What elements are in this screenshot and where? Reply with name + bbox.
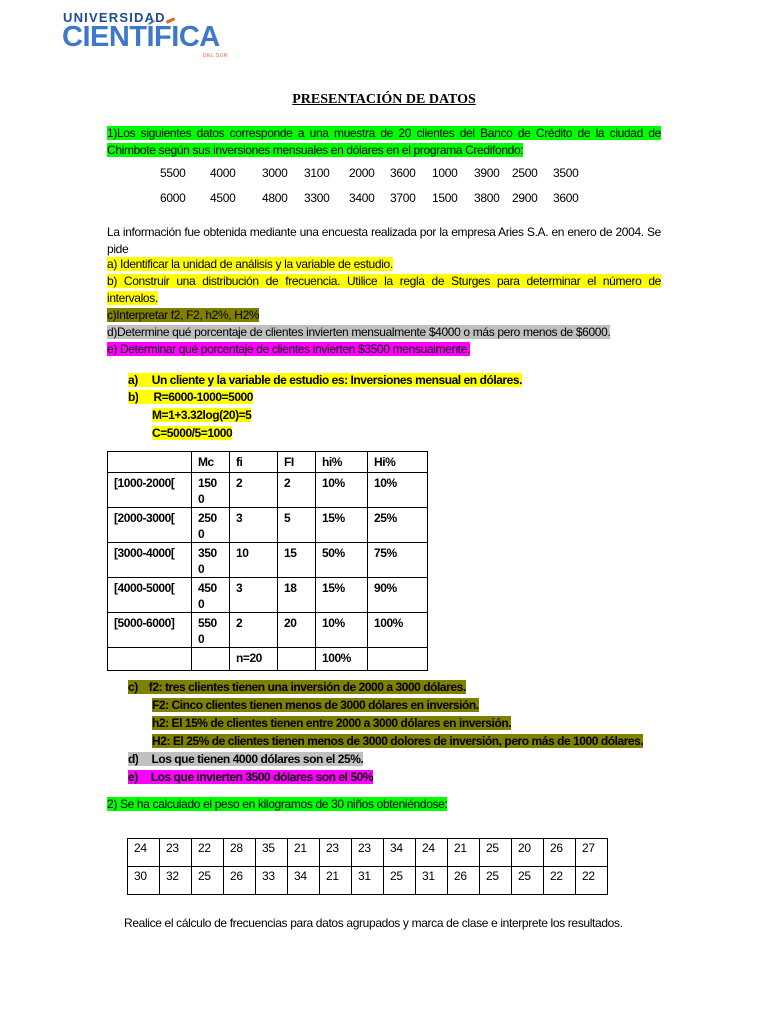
weight-cell: 26	[544, 839, 576, 867]
logo-line1: UNIVERSIDAD	[63, 10, 166, 25]
interp-c3-text: h2: El 15% de clientes tienen entre 2000 a 3000 dólares en inversión.	[152, 716, 512, 730]
data-value: 3600	[553, 191, 579, 205]
data-value: 2500	[512, 166, 538, 180]
Fi-cell: 15	[278, 543, 316, 578]
q1-intro-line2: Chimbote según sus inversiones mensuales en dólares en el programa Credifondo:	[107, 143, 524, 157]
mc-cell	[192, 578, 230, 613]
answer-b-marker: b)	[128, 390, 139, 404]
empty-cell	[368, 648, 428, 671]
header-cell: fi	[230, 452, 278, 473]
interp-c1-text: f2: tres clientes tienen una inversión de 2000 a 3000 dólares.	[138, 680, 466, 694]
answer-a-marker: a)	[128, 373, 138, 387]
Fi-cell: 5	[278, 508, 316, 543]
weight-cell: 20	[512, 839, 544, 867]
interval-cell: [3000-4000[	[108, 543, 192, 578]
weight-cell: 26	[224, 867, 256, 895]
mc-top: 150	[198, 476, 217, 490]
mc-top: 250	[198, 511, 217, 525]
q1-intro	[107, 125, 661, 159]
frequency-table	[107, 451, 428, 671]
mc-bottom: 0	[198, 562, 205, 576]
mc-bottom: 0	[198, 632, 205, 646]
mc-cell	[192, 473, 230, 508]
weight-cell: 31	[416, 867, 448, 895]
table-row	[108, 613, 428, 648]
q1-item-b-line2: intervalos.	[107, 291, 158, 305]
table-total-row	[108, 648, 428, 671]
interp-e	[128, 768, 373, 786]
q2-instruction: Realice el cálculo de frecuencias para datos agrupados y marca de clase e interprete los resultados.	[124, 916, 623, 930]
table-row	[128, 867, 608, 895]
interp-c2-text: F2: Cinco clientes tienen menos de 3000 dólares en inversión.	[152, 698, 479, 712]
university-logo	[62, 8, 232, 60]
weight-cell: 23	[352, 839, 384, 867]
interp-c2	[152, 696, 479, 714]
weight-cell: 24	[128, 839, 160, 867]
answer-b-line1: R=6000-1000=5000	[138, 390, 253, 404]
weight-cell: 32	[160, 867, 192, 895]
hi-cell: 50%	[316, 543, 368, 578]
interp-d-text: Los que tienen 4000 dólares son el 25%.	[138, 752, 363, 766]
header-cell: Hi%	[368, 452, 428, 473]
answer-b-line3: C=5000/5=1000	[152, 426, 233, 440]
data-value: 3300	[304, 191, 330, 205]
data-value: 4000	[210, 166, 236, 180]
data-value: 2000	[349, 166, 375, 180]
interval-cell: [1000-2000[	[108, 473, 192, 508]
weight-cell: 27	[576, 839, 608, 867]
interp-c-marker: c)	[128, 680, 138, 694]
empty-cell	[108, 648, 192, 671]
table-row	[128, 839, 608, 867]
q2-intro: 2) Se ha calculado el peso en kilogramos de 30 niños obteniéndose:	[107, 797, 448, 811]
Fi-cell: 2	[278, 473, 316, 508]
data-value: 3600	[390, 166, 416, 180]
weight-cell: 21	[448, 839, 480, 867]
interp-d	[128, 750, 363, 768]
data-value: 3900	[474, 166, 500, 180]
header-cell	[108, 452, 192, 473]
header-cell: Mc	[192, 452, 230, 473]
weight-cell: 34	[384, 839, 416, 867]
answer-a-text: Un cliente y la variable de estudio es: Inversiones mensual en dólares.	[138, 373, 522, 387]
answer-b-line2-wrap	[152, 406, 251, 424]
Fi-cell: 18	[278, 578, 316, 613]
answer-b-line2: M=1+3.32log(20)=5	[152, 408, 252, 422]
q1-info-line2: pide	[107, 242, 129, 256]
interp-c3	[152, 714, 511, 732]
q1-item-b-line1: b) Construir una distribución de frecuencia. Utilice la regla de Sturges para determinar el número de	[107, 274, 661, 288]
empty-cell	[192, 648, 230, 671]
hi-cell: 10%	[316, 613, 368, 648]
Hi-cell: 90%	[368, 578, 428, 613]
weight-cell: 25	[480, 839, 512, 867]
logo-line3: DEL SUR	[203, 53, 228, 59]
fi-cell: 10	[230, 543, 278, 578]
weight-cell: 24	[416, 839, 448, 867]
q1-items	[107, 256, 661, 358]
mc-bottom: 0	[198, 527, 205, 541]
weight-cell: 22	[192, 839, 224, 867]
hi-cell: 10%	[316, 473, 368, 508]
q1-item-a: a) Identificar la unidad de análisis y la variable de estudio.	[107, 257, 393, 271]
hi-cell: 15%	[316, 578, 368, 613]
q1-intro-line1: 1)Los siguientes datos corresponde a una muestra de 20 clientes del Banco de Crédito de la ciudad de	[107, 126, 661, 140]
Hi-cell: 75%	[368, 543, 428, 578]
page-title: PRESENTACIÓN DE DATOS	[292, 92, 476, 107]
interval-cell: [5000-6000]	[108, 613, 192, 648]
data-value: 1500	[432, 191, 458, 205]
fi-cell: 3	[230, 578, 278, 613]
mc-bottom: 0	[198, 597, 205, 611]
data-value: 3000	[262, 166, 288, 180]
data-value: 3100	[304, 166, 330, 180]
table-row	[108, 543, 428, 578]
q1-item-e: e) Determinar qué porcentaje de clientes invierten $3500 mensualmente.	[107, 342, 471, 356]
interval-cell: [2000-3000[	[108, 508, 192, 543]
Hi-cell: 100%	[368, 613, 428, 648]
total-fi-cell: n=20	[230, 648, 278, 671]
weight-cell: 26	[448, 867, 480, 895]
q1-info	[107, 224, 661, 258]
interp-c1	[128, 678, 466, 696]
fi-cell: 2	[230, 473, 278, 508]
weight-cell: 22	[544, 867, 576, 895]
data-value: 3700	[390, 191, 416, 205]
data-value: 3500	[553, 166, 579, 180]
Hi-cell: 10%	[368, 473, 428, 508]
answer-b-line3-wrap	[152, 424, 232, 442]
Hi-cell: 25%	[368, 508, 428, 543]
weights-table	[127, 838, 608, 895]
interp-c4-text: H2: El 25% de clientes tienen menos de 3000 dolores de inversión, pero más de 1000 dólares.	[152, 734, 644, 748]
weight-cell: 28	[224, 839, 256, 867]
empty-cell	[278, 648, 316, 671]
weight-cell: 25	[480, 867, 512, 895]
weight-cell: 34	[288, 867, 320, 895]
weight-cell: 25	[512, 867, 544, 895]
weight-cell: 23	[320, 839, 352, 867]
weight-cell: 21	[320, 867, 352, 895]
q1-info-line1: La información fue obtenida mediante una encuesta realizada por la empresa Aries S.A. en enero de 2004. Se	[107, 225, 661, 239]
total-hi-cell: 100%	[316, 648, 368, 671]
table-row	[108, 508, 428, 543]
mc-cell	[192, 613, 230, 648]
header-cell: hi%	[316, 452, 368, 473]
logo-line2: CIENTÍFICA	[62, 21, 220, 53]
weight-cell: 25	[192, 867, 224, 895]
q1-item-d: d)Determine qué porcentaje de clientes invierten mensualmente $4000 o más pero menos de $6000.	[107, 325, 611, 339]
weight-cell: 30	[128, 867, 160, 895]
answer-a	[128, 371, 522, 389]
fi-cell: 3	[230, 508, 278, 543]
mc-top: 450	[198, 581, 217, 595]
mc-cell	[192, 543, 230, 578]
data-value: 4500	[210, 191, 236, 205]
hi-cell: 15%	[316, 508, 368, 543]
table-row	[108, 473, 428, 508]
answer-b	[128, 388, 253, 406]
data-value: 3400	[349, 191, 375, 205]
data-value: 4800	[262, 191, 288, 205]
data-value: 3800	[474, 191, 500, 205]
mc-top: 550	[198, 616, 217, 630]
data-value: 1000	[432, 166, 458, 180]
data-value: 5500	[160, 166, 186, 180]
mc-cell	[192, 508, 230, 543]
mc-top: 350	[198, 546, 217, 560]
data-value: 6000	[160, 191, 186, 205]
weight-cell: 21	[288, 839, 320, 867]
Fi-cell: 20	[278, 613, 316, 648]
interp-c4	[152, 732, 643, 750]
interp-e-text: Los que invierten 3500 dólares son el 50%	[138, 770, 373, 784]
interp-e-marker: e)	[128, 770, 138, 784]
weight-cell: 22	[576, 867, 608, 895]
weight-cell: 33	[256, 867, 288, 895]
q1-item-c: c)Interpretar f2, F2, h2%, H2%	[107, 308, 260, 322]
table-row	[108, 578, 428, 613]
fi-cell: 2	[230, 613, 278, 648]
table-header-row	[108, 452, 428, 473]
q2-intro-wrap	[107, 796, 661, 813]
interp-d-marker: d)	[128, 752, 139, 766]
weight-cell: 31	[352, 867, 384, 895]
interval-cell: [4000-5000[	[108, 578, 192, 613]
weight-cell: 23	[160, 839, 192, 867]
weight-cell: 35	[256, 839, 288, 867]
data-value: 2900	[512, 191, 538, 205]
header-cell: FI	[278, 452, 316, 473]
mc-bottom: 0	[198, 492, 205, 506]
weight-cell: 25	[384, 867, 416, 895]
